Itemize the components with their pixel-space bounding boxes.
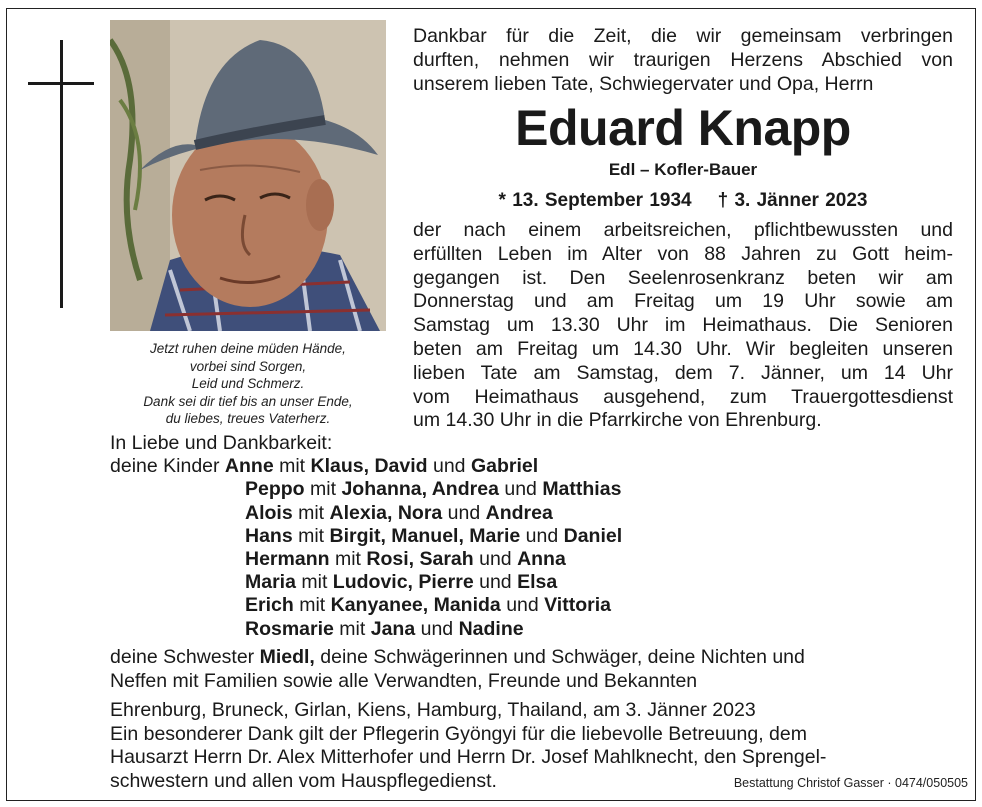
child-row: Alois mit Alexia, Nora und Andrea <box>245 501 553 524</box>
cross-icon <box>60 40 63 308</box>
death-date: † 3. Jänner 2023 <box>717 190 868 211</box>
sister-line: deine Schwester Miedl, deine Schwägerinnen und Schwäger, deine Nichten und <box>110 646 805 668</box>
life-dates <box>413 190 953 212</box>
child-row: Peppo mit Johanna, Andrea und Matthias <box>245 478 622 501</box>
child-row: Maria mit Ludovic, Pierre und Elsa <box>245 571 558 594</box>
child-family-last: Gabriel <box>470 455 539 478</box>
place-date: Ehrenburg, Bruneck, Girlan, Kiens, Hamburg, Thailand, am 3. Jänner 2023 <box>110 699 756 721</box>
child-family-last: Andrea <box>485 501 553 524</box>
child-row: Rosmarie mit Jana und Nadine <box>245 617 524 640</box>
closing-section <box>110 646 960 793</box>
sister-name: Miedl, <box>259 646 315 668</box>
child-family: Ludovic, Pierre <box>332 571 474 594</box>
child-name: Rosmarie <box>245 617 334 640</box>
child-family-last: Nadine <box>458 617 524 640</box>
child-name: Peppo <box>245 478 305 501</box>
verse-line: Leid und Schmerz. <box>191 376 305 391</box>
family-list <box>110 432 960 641</box>
thanks-line: schwestern und allen vom Hauspflegedienst. <box>110 769 497 792</box>
verse-line: Dank sei dir tief bis an unser Ende, <box>143 393 353 409</box>
child-name: Alois <box>245 501 293 524</box>
body-line: Donnerstag und am Freitag um 19 Uhr sowie am <box>413 290 953 313</box>
birth-date: * 13. September 1934 <box>498 190 692 211</box>
body-line: erfüllten Leben im Alter von 88 Jahren zu Gott heim- <box>413 242 953 265</box>
thanks-line: Ein besonderer Dank gilt der Pflegerin Gyöngyi für die liebevolle Betreuung, dem <box>110 722 807 745</box>
child-row: Erich mit Kanyanee, Manida und Vittoria <box>245 594 611 617</box>
verse-line: du liebes, treues Vaterherz. <box>165 411 331 426</box>
child-name: Anne <box>224 455 274 478</box>
verse-line: Jetzt ruhen deine müden Hände, <box>150 341 346 356</box>
body-line: der nach einem arbeitsreichen, pflichtbewussten und <box>413 219 953 241</box>
child-name: Erich <box>245 594 294 617</box>
intro-line: unserem lieben Tate, Schwiegervater und Opa, Herrn <box>413 73 874 95</box>
child-family: Birgit, Manuel, Marie <box>329 524 521 547</box>
body-line: um 14.30 Uhr in die Pfarrkirche von Ehrenburg. <box>413 409 822 432</box>
child-name: Maria <box>245 571 296 594</box>
body-line: Samstag um 13.30 Uhr im Heimathaus. Die Senioren <box>413 314 953 337</box>
child-family: Jana <box>370 617 416 640</box>
child-row: Hermann mit Rosi, Sarah und Anna <box>245 548 566 571</box>
portrait-photo <box>110 20 386 331</box>
child-name: Hermann <box>245 548 330 571</box>
child-family-last: Daniel <box>563 524 623 547</box>
child-family: Rosi, Sarah <box>366 548 474 571</box>
relatives-line: Neffen mit Familien sowie alle Verwandten, Freunde und Bekannten <box>110 669 698 692</box>
child-family: Johanna, Andrea <box>341 478 499 501</box>
body-line: beten am Freitag um 14.30 Uhr. Wir begleiten unseren <box>413 337 953 360</box>
undertaker-credit: Bestattung Christof Gasser · 0474/050505 <box>733 776 968 790</box>
intro-text <box>413 24 953 96</box>
memorial-verse <box>110 340 386 428</box>
body-line: gegangen ist. Den Seelenrosenkranz beten wir am <box>413 266 953 289</box>
cross-icon-bar <box>28 82 94 85</box>
child-family: Klaus, David <box>310 455 428 478</box>
body-line: vom Heimathaus ausgehend, zum Trauergottesdienst <box>413 385 953 408</box>
verse-line: vorbei sind Sorgen, <box>189 358 307 374</box>
service-details <box>413 219 953 433</box>
child-row: deine Kinder Anne mit Klaus, David und Gabriel <box>110 455 539 478</box>
intro-line: Dankbar für die Zeit, die wir gemeinsam verbringen <box>413 25 953 47</box>
thanks-line: Hausarzt Herrn Dr. Alex Mitterhofer und Herrn Dr. Josef Mahlknecht, den Sprengel- <box>110 746 827 768</box>
child-family: Kanyanee, Manida <box>330 594 501 617</box>
child-family: Alexia, Nora <box>329 501 443 524</box>
intro-line: durften, nehmen wir traurigen Herzens Abschied von <box>413 49 953 71</box>
child-row: Hans mit Birgit, Manuel, Marie und Daniel <box>245 524 623 547</box>
deceased-name: Eduard Knapp <box>515 100 851 156</box>
family-heading: In Liebe und Dankbarkeit: <box>110 432 333 454</box>
child-name: Hans <box>245 524 293 547</box>
child-family-last: Matthias <box>542 478 622 501</box>
child-family-last: Elsa <box>517 571 558 594</box>
deceased-subtitle: Edl – Kofler-Bauer <box>608 160 758 179</box>
child-family-last: Vittoria <box>544 594 611 617</box>
body-line: lieben Tate am Samstag, dem 7. Jänner, um 14 Uhr <box>413 361 953 384</box>
child-family-last: Anna <box>517 548 566 571</box>
